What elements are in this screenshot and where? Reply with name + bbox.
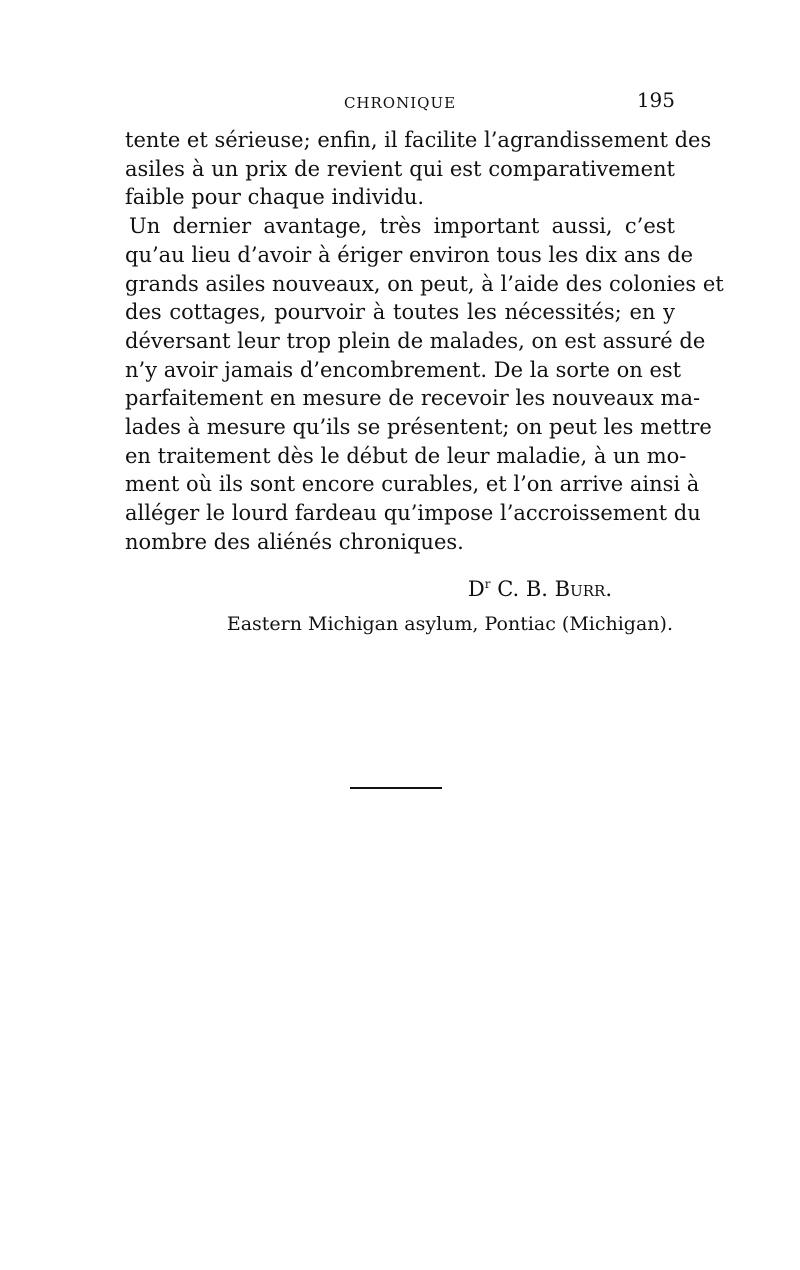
author-affiliation: Eastern Michigan asylum, Pontiac (Michigan). bbox=[226, 613, 673, 635]
author-title: $D^r$ bbox=[467, 577, 491, 601]
text-line: asiles à un prix de revient qui est comparativement bbox=[125, 156, 675, 181]
text-line: alléger le lourd fardeau qu’impose l’accroissement du bbox=[125, 501, 701, 526]
text-line: parfaitement en mesure de recevoir les nouveaux ma- bbox=[125, 386, 701, 411]
text-line: lades à mesure qu’ils se présentent; on peut les mettre bbox=[125, 415, 712, 440]
text-line: nombre des aliénés chroniques. bbox=[125, 529, 464, 554]
text-line: Un dernier avantage, très important aussi, c’est bbox=[129, 214, 675, 239]
paragraph-1 bbox=[125, 126, 712, 212]
author-name bbox=[468, 577, 612, 601]
text-line: grands asiles nouveaux, on peut, à l’aide des colonies et bbox=[125, 271, 724, 296]
section-divider bbox=[350, 787, 442, 789]
signature bbox=[125, 577, 670, 601]
text-line: tente et sérieuse; enfin, il facilite l’agrandissement des bbox=[125, 128, 712, 152]
text-line: faible pour chaque individu. bbox=[125, 185, 425, 210]
running-head bbox=[125, 88, 675, 118]
text-line: n’y avoir jamais d’encombrement. De la sorte on est bbox=[125, 357, 682, 382]
author-initials: C. B. Burr. bbox=[497, 577, 612, 601]
running-title: CHRONIQUE bbox=[343, 94, 457, 112]
text-line: qu’au lieu d’avoir à ériger environ tous les dix ans de bbox=[125, 242, 694, 267]
page-number: 195 bbox=[636, 88, 675, 112]
text-line: déversant leur trop plein de malades, on est assuré de bbox=[125, 328, 706, 353]
paragraph-2 bbox=[125, 212, 724, 556]
text-line: ment où ils sont encore curables, et l’on arrive ainsi à bbox=[125, 472, 700, 497]
text-line: des cottages, pourvoir à toutes les nécessités; en y bbox=[125, 300, 675, 325]
text-line: en traitement dès le début de leur maladie, à un mo- bbox=[125, 443, 687, 468]
body-text bbox=[125, 126, 724, 557]
